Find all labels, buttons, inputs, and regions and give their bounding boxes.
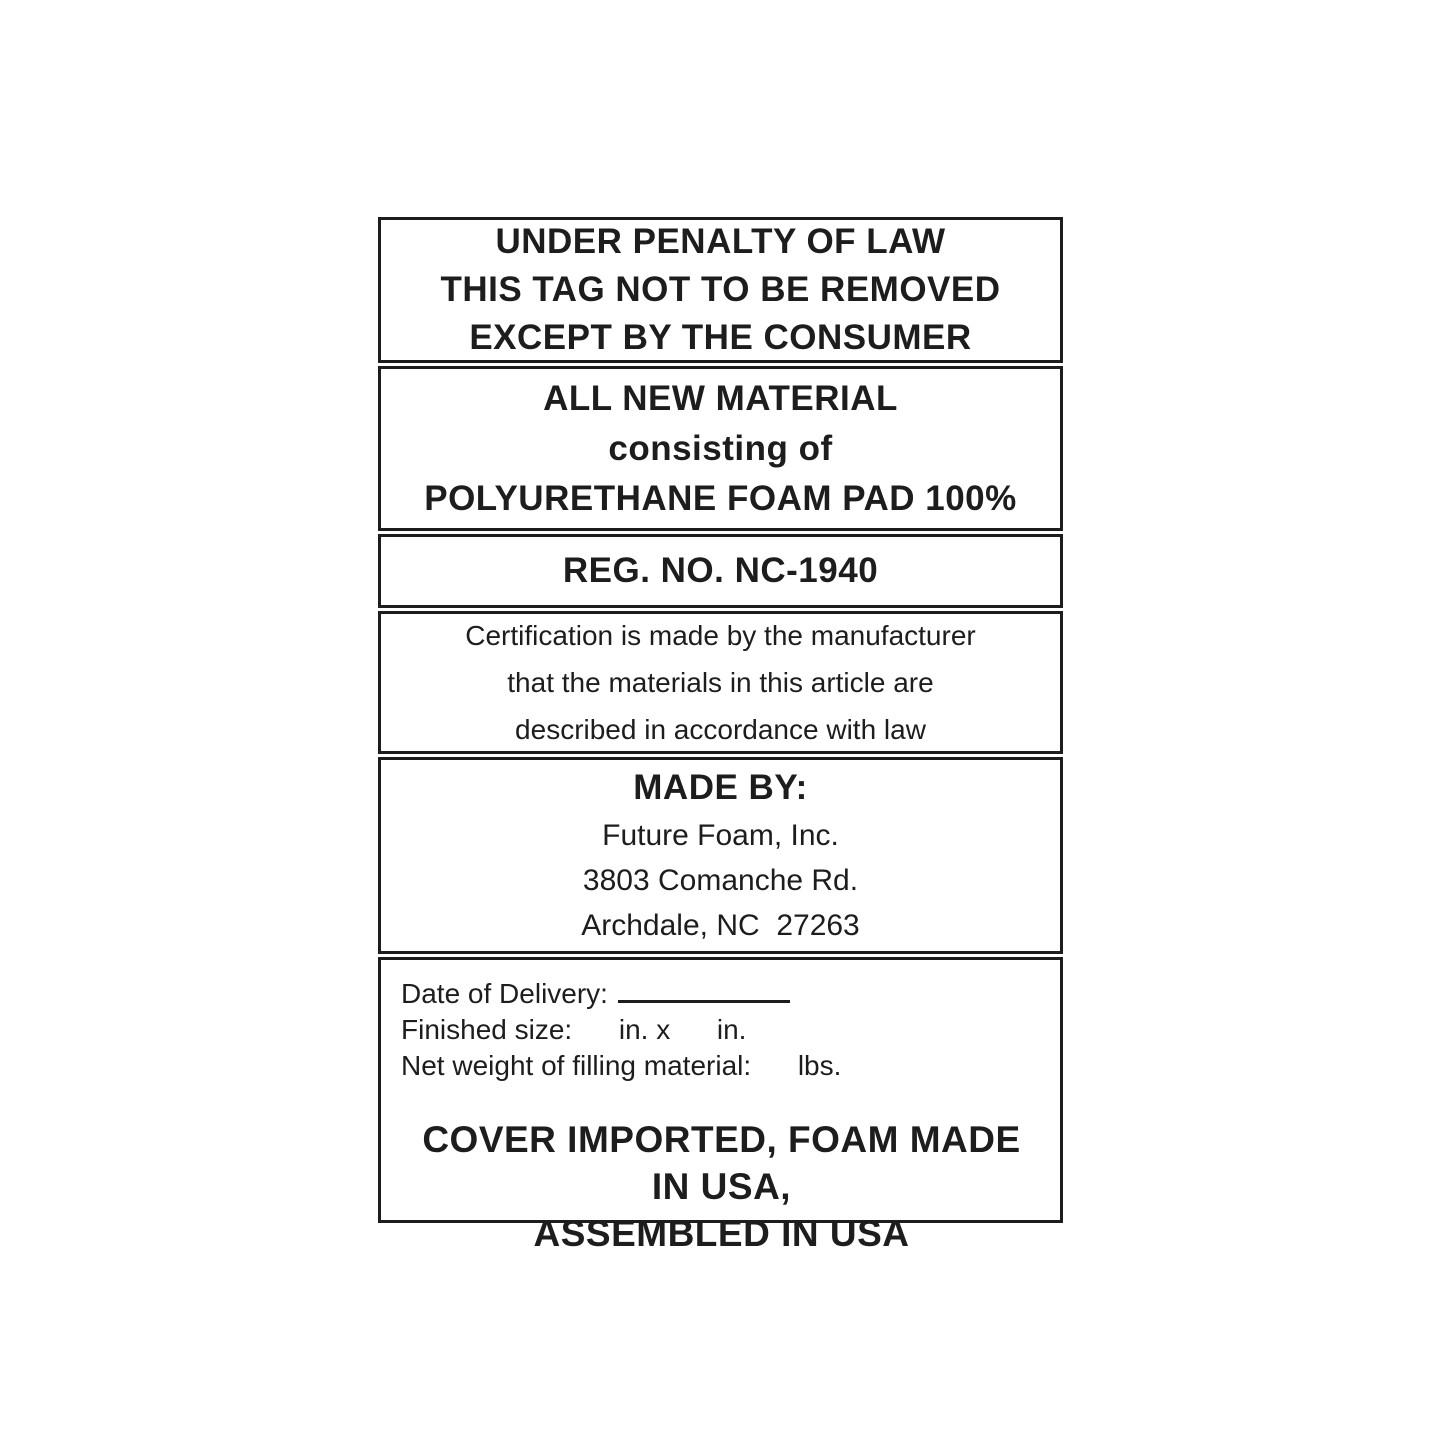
section-delivery-details [378,957,1063,1254]
certification-line-1: Certification is made by the manufacturer [465,620,976,651]
certification-line-3: described in accordance with law [515,714,926,745]
section-material-contents [378,366,1063,531]
finished-size-row: Finished size: in. x in. [401,1014,747,1045]
origin-statement [401,1116,1042,1257]
net-weight-row: Net weight of filling material: lbs. [401,1050,842,1081]
registration-number-text: REG. NO. NC-1940 [562,551,879,590]
date-of-delivery-blank-line [618,976,790,1003]
manufacturer-street: 3803 Comanche Rd. [582,864,859,897]
section-registration-number [378,534,1063,608]
penalty-line-2: THIS TAG NOT TO BE REMOVED [440,270,1001,309]
made-by-heading: MADE BY: [633,768,808,807]
material-line-1: ALL NEW MATERIAL [543,378,898,418]
manufacturer-city-state-zip: Archdale, NC 27263 [581,909,860,942]
manufacturer-name: Future Foam, Inc. [602,819,839,852]
origin-line-2: ASSEMBLED IN USA [533,1213,910,1254]
penalty-line-3: EXCEPT BY THE CONSUMER [469,318,972,357]
section-certification [378,611,1063,754]
law-tag-label [378,217,1063,1254]
origin-line-1: COVER IMPORTED, FOAM MADE IN USA, [422,1119,1032,1207]
date-of-delivery-label: Date of Delivery: [401,978,608,1009]
certification-line-2: that the materials in this article are [507,667,934,698]
material-line-2: consisting of [608,428,833,468]
section-manufacturer [378,757,1063,954]
date-of-delivery-row [401,976,1042,1012]
penalty-line-1: UNDER PENALTY OF LAW [495,222,946,261]
material-line-3: POLYURETHANE FOAM PAD 100% [424,478,1017,518]
section-penalty-notice [378,217,1063,363]
